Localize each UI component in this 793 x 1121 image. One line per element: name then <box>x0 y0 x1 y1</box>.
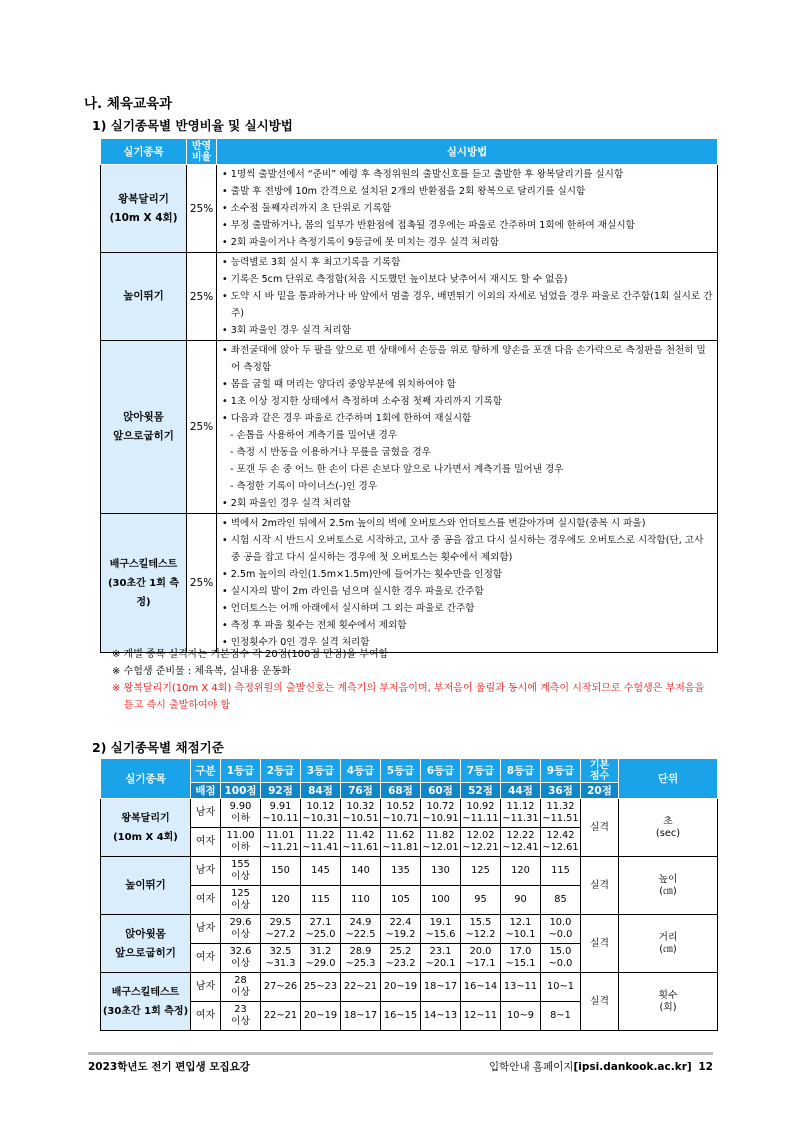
event-name: 배구스킬테스트 (30초간 1회 측정) <box>101 514 187 653</box>
score-cell: 29.6 이상 <box>221 915 261 944</box>
method-table <box>100 138 718 653</box>
method-item: • 도약 시 바 밑을 통과하거나 바 앞에서 멈출 경우, 배면뛰기 이외의 자세로 넘었을 경우 파울로 간주함(1회 실시로 간주) <box>220 288 714 322</box>
score-cell: 130 <box>421 857 461 886</box>
score-cell: 150 <box>261 857 301 886</box>
score-cell: 32.5 ~31.3 <box>261 944 301 973</box>
score-cell: 24.9 ~22.5 <box>341 915 381 944</box>
event-method <box>217 253 718 341</box>
method-item: • 벽에서 2m라인 뒤에서 2.5m 높이의 벽에 오버토스와 언더토스를 번갈아가며 실시함(중복 시 파울) <box>220 515 714 532</box>
score-cell: 95 <box>461 886 501 915</box>
event-name: 높이뛰기 <box>101 857 191 915</box>
score-cell: 9.90 이하 <box>221 799 261 828</box>
score-cell: 28.9 ~25.3 <box>341 944 381 973</box>
score-cell: 16~15 <box>381 1002 421 1031</box>
score-cell: 31.2 ~29.0 <box>301 944 341 973</box>
score-cell: 11.32 ~11.51 <box>541 799 581 828</box>
event-method <box>217 165 718 253</box>
method-item: • 1초 이상 정지한 상태에서 측정하며 소수점 첫째 자리까지 기록함 <box>220 393 714 410</box>
event-name: 앉아윗몸 앞으로굽히기 <box>101 915 191 973</box>
score-cell: 12.22 ~12.41 <box>501 828 541 857</box>
score-cell: 100 <box>421 886 461 915</box>
header-points: 100점 <box>221 783 261 799</box>
event-name: 배구스킬테스트 (30초간 1회 측정) <box>101 973 191 1031</box>
method-item: • 실시자의 발이 2m 라인을 넘으며 실시한 경우 파울로 간주함 <box>220 583 714 600</box>
score-cell: 125 <box>461 857 501 886</box>
score-cell: 18~17 <box>341 1002 381 1031</box>
notes <box>112 646 712 714</box>
header-points: 52점 <box>461 783 501 799</box>
score-cell: 12.42 ~12.61 <box>541 828 581 857</box>
score-cell: 14~13 <box>421 1002 461 1031</box>
score-cell: 110 <box>341 886 381 915</box>
header-method: 실시방법 <box>217 139 718 165</box>
score-cell: 120 <box>261 886 301 915</box>
unit-cell: 높이 (㎝) <box>619 857 718 915</box>
header-grade: 4등급 <box>341 759 381 783</box>
score-cell: 29.5 ~27.2 <box>261 915 301 944</box>
score-cell: 17.0 ~15.1 <box>501 944 541 973</box>
score-cell: 27.1 ~25.0 <box>301 915 341 944</box>
event-name: 높이뛰기 <box>101 253 187 341</box>
sex-label: 남자 <box>191 799 221 828</box>
score-cell: 90 <box>501 886 541 915</box>
score-cell: 120 <box>501 857 541 886</box>
score-cell: 145 <box>301 857 341 886</box>
score-cell: 25~23 <box>301 973 341 1002</box>
method-item: • 언더토스는 어깨 아래에서 실시하며 그 외는 파울로 간주함 <box>220 600 714 617</box>
header-grade: 7등급 <box>461 759 501 783</box>
score-cell: 19.1 ~15.6 <box>421 915 461 944</box>
score-cell: 15.0 ~0.0 <box>541 944 581 973</box>
subsection-title-2: 2) 실기종목별 채점기준 <box>92 740 224 755</box>
score-cell: 11.82 ~12.01 <box>421 828 461 857</box>
header-grade: 1등급 <box>221 759 261 783</box>
score-cell: 20~19 <box>301 1002 341 1031</box>
section-title: 나. 체육교육과 <box>84 96 173 112</box>
footer-homepage <box>489 1059 713 1074</box>
score-cell: 20~19 <box>381 973 421 1002</box>
header-grade: 5등급 <box>381 759 421 783</box>
score-cell: 155 이상 <box>221 857 261 886</box>
note: ※ 개별 종목 실격자는 기본점수 각 20점(100점 만점)을 부여함 <box>112 649 389 660</box>
footer-homepage-label: 입학안내 홈페이지 <box>489 1061 574 1073</box>
header-baejeom: 배점 <box>191 783 221 799</box>
header-points: 36점 <box>541 783 581 799</box>
page-number: 12 <box>698 1061 713 1073</box>
header-ratio: 반영 비율 <box>187 139 217 165</box>
event-ratio: 25% <box>187 514 217 653</box>
header-grade: 8등급 <box>501 759 541 783</box>
score-cell: 12.1 ~10.1 <box>501 915 541 944</box>
score-cell: 9.91 ~10.11 <box>261 799 301 828</box>
score-cell: 32.6 이상 <box>221 944 261 973</box>
method-subitem: - 측정한 기록이 마이너스(-)인 경우 <box>220 478 714 495</box>
score-cell: 10.0 ~0.0 <box>541 915 581 944</box>
event-ratio: 25% <box>187 253 217 341</box>
score-cell: 22~21 <box>261 1002 301 1031</box>
score-cell: 11.01 ~11.21 <box>261 828 301 857</box>
score-cell: 11.12 ~11.31 <box>501 799 541 828</box>
event-name: 왕복달리기 (10m X 4회) <box>101 165 187 253</box>
score-cell: 11.22 ~11.41 <box>301 828 341 857</box>
method-item: • 2.5m 높이의 라인(1.5m×1.5m)안에 들어가는 횟수만을 인정함 <box>220 566 714 583</box>
header-grade: 3등급 <box>301 759 341 783</box>
score-cell: 10.92 ~11.11 <box>461 799 501 828</box>
score-cell: 10.12 ~10.31 <box>301 799 341 828</box>
score-cell: 22~21 <box>341 973 381 1002</box>
sex-label: 남자 <box>191 973 221 1002</box>
method-item: • 시험 시작 시 반드시 오버토스로 시작하고, 고사 중 공을 잡고 다시 실시하는 경우에도 오버토스로 시작함(단, 고사 중 공을 잡고 다시 실시하는 경우에 첫 오버토스는 횟수에서 제외함) <box>220 532 714 566</box>
unit-cell: 초 (sec) <box>619 799 718 857</box>
header-event: 실기종목 <box>101 759 191 799</box>
event-ratio: 25% <box>187 341 217 514</box>
header-grade: 2등급 <box>261 759 301 783</box>
subsection-title-1: 1) 실기종목별 반영비율 및 실시방법 <box>92 118 293 133</box>
score-cell: 10.52 ~10.71 <box>381 799 421 828</box>
method-item: • 부정 출발하거나, 몸의 일부가 반환점에 접촉될 경우에는 파울로 간주하며 1회에 한하여 재실시함 <box>220 217 714 234</box>
header-grade: 6등급 <box>421 759 461 783</box>
method-item: • 몸을 굽힐 때 머리는 양다리 중앙부분에 위치하여야 함 <box>220 376 714 393</box>
event-method <box>217 514 718 653</box>
score-cell: 11.00 이하 <box>221 828 261 857</box>
method-item: • 출발 후 전방에 10m 간격으로 설치된 2개의 반환점을 2회 왕복으로 달리기를 실시함 <box>220 183 714 200</box>
score-cell: 10~1 <box>541 973 581 1002</box>
score-cell: 25.2 ~23.2 <box>381 944 421 973</box>
homepage-link[interactable]: [ipsi.dankook.ac.kr] <box>573 1061 692 1073</box>
header-base-score: 기본 점수 <box>581 759 619 783</box>
score-cell: 115 <box>541 857 581 886</box>
score-cell: 11.42 ~11.61 <box>341 828 381 857</box>
event-method <box>217 341 718 514</box>
score-cell: 11.62 ~11.81 <box>381 828 421 857</box>
event-ratio: 25% <box>187 165 217 253</box>
method-item: • 1명씩 출발선에서 “준비” 예령 후 측정위원의 출발신호를 듣고 출발한 후 왕복달리기를 실시함 <box>220 166 714 183</box>
sex-label: 여자 <box>191 1002 221 1031</box>
score-cell: 23.1 ~20.1 <box>421 944 461 973</box>
header-unit: 단위 <box>619 759 718 799</box>
event-name: 왕복달리기 (10m X 4회) <box>101 799 191 857</box>
score-cell: 140 <box>341 857 381 886</box>
score-cell: 23 이상 <box>221 1002 261 1031</box>
method-subitem: - 측정 시 반동을 이용하거나 무릎을 굽혔을 경우 <box>220 444 714 461</box>
header-grade: 9등급 <box>541 759 581 783</box>
header-points: 68점 <box>381 783 421 799</box>
note-warning: ※ 왕복달리기(10m X 4회) 측정위원의 출발신호는 계측기의 부저음이며, 부저음이 울림과 동시에 계측이 시작되므로 수험생은 부저음을 듣고 즉시 출발하여야 함 <box>112 683 705 711</box>
header-points: 44점 <box>501 783 541 799</box>
score-cell: 135 <box>381 857 421 886</box>
sex-label: 여자 <box>191 886 221 915</box>
score-cell: 8~1 <box>541 1002 581 1031</box>
scoring-table <box>100 758 718 1031</box>
score-cell: 105 <box>381 886 421 915</box>
header-base-points: 20점 <box>581 783 619 799</box>
score-cell: 12~11 <box>461 1002 501 1031</box>
method-subitem: - 포갠 두 손 중 어느 한 손이 다른 손보다 앞으로 나가면서 계측기를 밀어낸 경우 <box>220 461 714 478</box>
score-cell: 125 이상 <box>221 886 261 915</box>
sex-label: 남자 <box>191 915 221 944</box>
unit-cell: 횟수 (회) <box>619 973 718 1031</box>
score-cell: 15.5 ~12.2 <box>461 915 501 944</box>
method-subitem: - 손톱을 사용하여 계측기를 밀어낸 경우 <box>220 427 714 444</box>
fail-cell: 실격 <box>581 915 619 973</box>
score-cell: 16~14 <box>461 973 501 1002</box>
score-cell: 13~11 <box>501 973 541 1002</box>
score-cell: 85 <box>541 886 581 915</box>
header-points: 60점 <box>421 783 461 799</box>
header-points: 84점 <box>301 783 341 799</box>
fail-cell: 실격 <box>581 799 619 857</box>
score-cell: 10.72 ~10.91 <box>421 799 461 828</box>
method-item: • 기록은 5cm 단위로 측정함(처음 시도했던 높이보다 낮추어서 재시도 할 수 없음) <box>220 271 714 288</box>
score-cell: 22.4 ~19.2 <box>381 915 421 944</box>
fail-cell: 실격 <box>581 857 619 915</box>
footer-title: 2023학년도 전기 편입생 모집요강 <box>88 1061 250 1073</box>
score-cell: 10.32 ~10.51 <box>341 799 381 828</box>
score-cell: 115 <box>301 886 341 915</box>
header-gubun: 구분 <box>191 759 221 783</box>
score-cell: 27~26 <box>261 973 301 1002</box>
score-cell: 20.0 ~17.1 <box>461 944 501 973</box>
method-item: • 다음과 같은 경우 파울로 간주하며 1회에 한하여 재실시함 <box>220 410 714 427</box>
unit-cell: 거리 (㎝) <box>619 915 718 973</box>
sex-label: 남자 <box>191 857 221 886</box>
method-item: • 소수점 둘째자리까지 초 단위로 기록함 <box>220 200 714 217</box>
method-item: • 좌전굴대에 앉아 두 팔을 앞으로 편 상태에서 손등을 위로 향하게 양손을 포갠 다음 손가락으로 측정판을 천천히 밀어 측정함 <box>220 342 714 376</box>
method-item: • 측정 후 파울 횟수는 전체 횟수에서 제외함 <box>220 617 714 634</box>
sex-label: 여자 <box>191 828 221 857</box>
score-cell: 12.02 ~12.21 <box>461 828 501 857</box>
sex-label: 여자 <box>191 944 221 973</box>
score-cell: 28 이상 <box>221 973 261 1002</box>
method-item: • 인정횟수가 0인 경우 실격 처리함 <box>220 634 714 651</box>
fail-cell: 실격 <box>581 973 619 1031</box>
note: ※ 수험생 준비물 : 체육복, 실내용 운동화 <box>112 666 291 677</box>
method-item: • 3회 파울인 경우 실격 처리함 <box>220 322 714 339</box>
event-name: 앉아윗몸 앞으로굽히기 <box>101 341 187 514</box>
header-points: 92점 <box>261 783 301 799</box>
method-item: • 능력별로 3회 실시 후 최고기록을 기록함 <box>220 254 714 271</box>
score-cell: 18~17 <box>421 973 461 1002</box>
header-points: 76점 <box>341 783 381 799</box>
method-item: • 2회 파울이거나 측정기록이 9등급에 못 미치는 경우 실격 처리함 <box>220 234 714 251</box>
header-event: 실기종목 <box>101 139 187 165</box>
score-cell: 10~9 <box>501 1002 541 1031</box>
footer <box>88 1052 713 1074</box>
method-item: • 2회 파울인 경우 실격 처리함 <box>220 495 714 512</box>
